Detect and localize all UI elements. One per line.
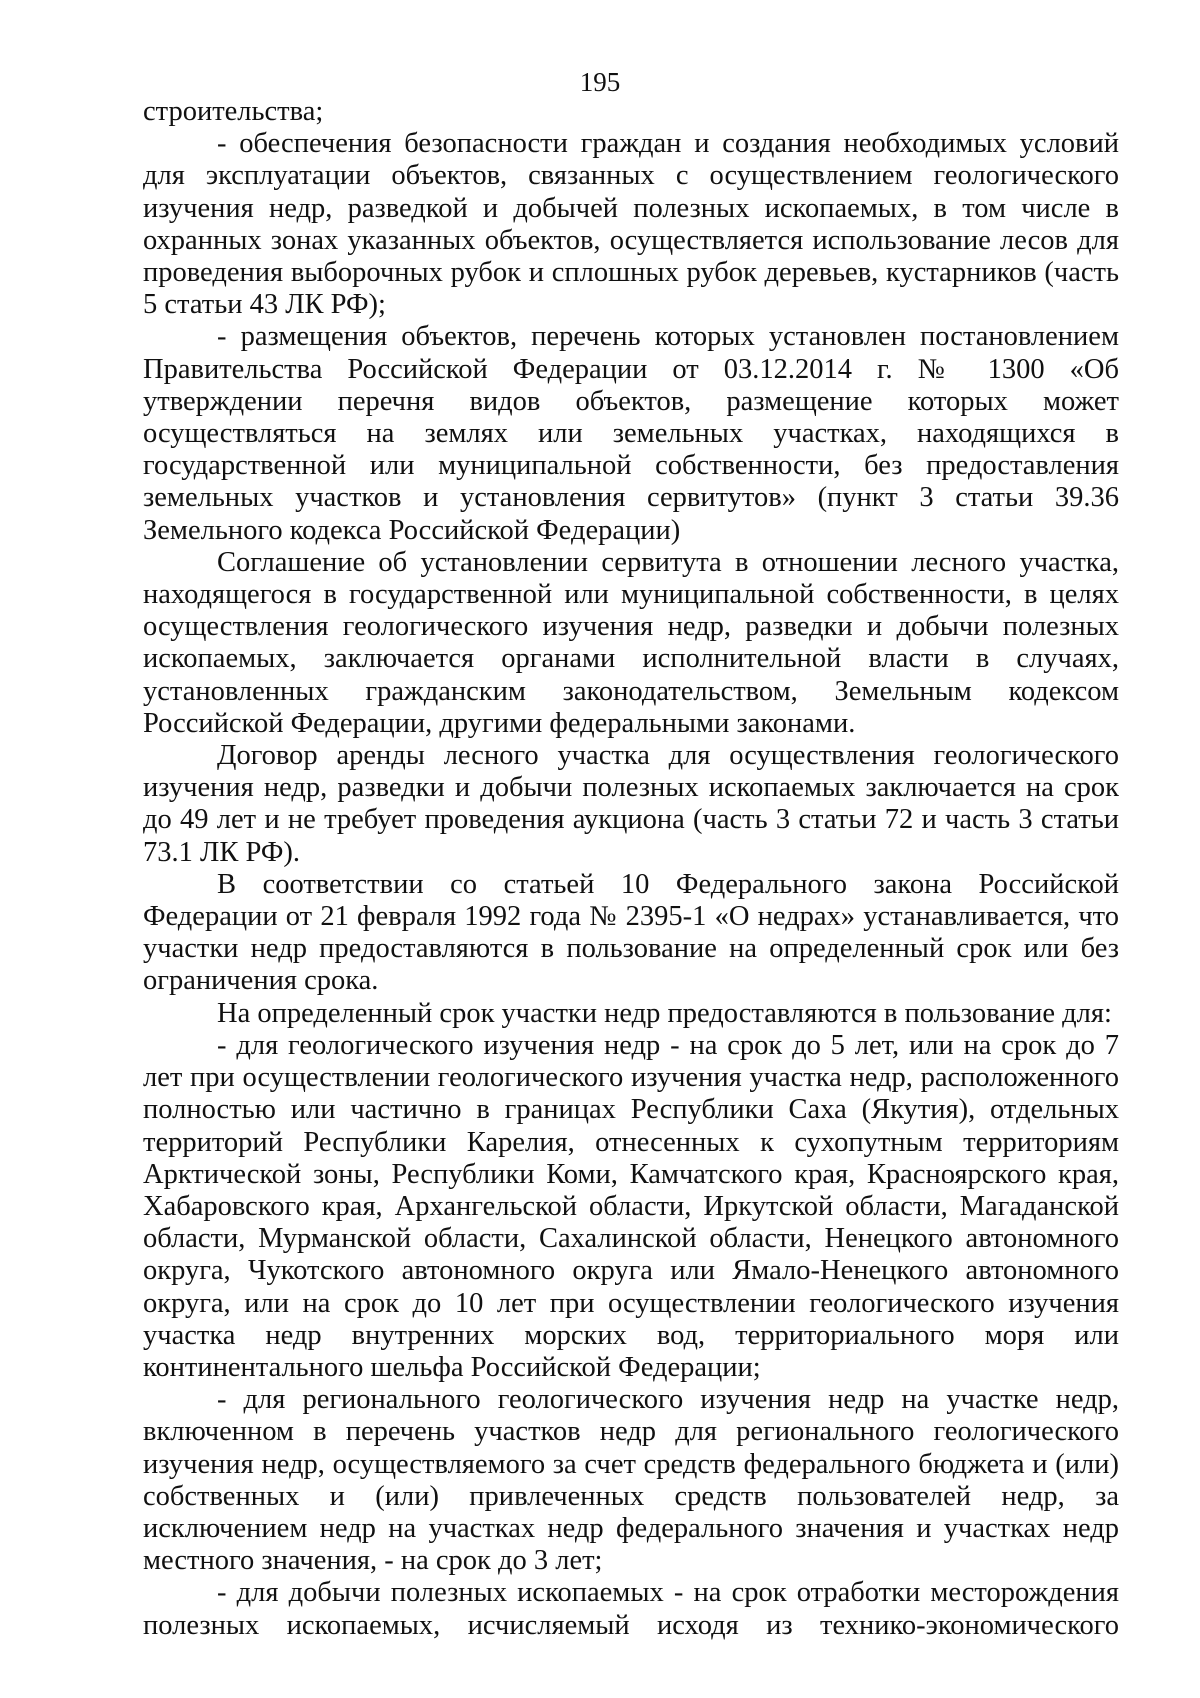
paragraph-list-item-regional-study: - для регионального геологического изучения недр на участке недр, включенном в перечень участков недр для регионального геологического изучения недр, осуществляемого за счет средств федерального бюджета и (или) собственных и (или) привлеченных средств пользователей недр, за исключением недр на участках недр федерального значения и участках недр местного значения, - на срок до 3 лет; (143, 1384, 1119, 1577)
paragraph-servitude-agreement: Соглашение об установлении сервитута в отношении лесного участка, находящегося в государственной или муниципальной собственности, в целях осуществления геологического изучения недр, разведки и добычи полезных ископаемых, заключается органами исполнительной власти в случаях, установленных гражданским законодательством, Земельным кодексом Российской Федерации, другими федеральными законами. (143, 546, 1119, 739)
paragraph-lease-agreement: Договор аренды лесного участка для осуществления геологического изучения недр, разведки и добычи полезных ископаемых заключается на срок до 49 лет и не требует проведения аукциона (часть 3 статьи 72 и часть 3 статьи 73.1 ЛК РФ). (143, 740, 1119, 868)
paragraph-subsoil-law: В соответствии со статьей 10 Федерального закона Российской Федерации от 21 февраля 1992 года № 2395-1 «О недрах» устанавливается, что участки недр предоставляются в пользование на определенный срок или без ограничения срока. (143, 868, 1119, 997)
page-number: 195 (579, 67, 621, 97)
paragraph-list-item-placement: - размещения объектов, перечень которых установлен постановлением Правительства Российской Федерации от 03.12.2014 г. № 1300 «Об утверждении перечня видов объектов, размещение которых может осуществляться на землях или земельных участках, находящихся в государственной или муниципальной собственности, без предоставления земельных участков и установления сервитутов» (пункт 3 статьи 39.36 Земельного кодекса Российской Федерации) (143, 321, 1119, 546)
paragraph-fixed-term-intro: На определенный срок участки недр предоставляются в пользование для: (217, 997, 1112, 1029)
document-body (143, 96, 1119, 1642)
paragraph-list-item-geological-study: - для геологического изучения недр - на срок до 5 лет, или на срок до 7 лет при осуществлении геологического изучения участка недр, расположенного полностью или частично в границах Республики Саха (Якутия), отдельных территорий Республики Карелия, отнесенных к сухопутным территориям Арктической зоны, Республики Коми, Камчатского края, Красноярского края, Хабаровского края, Архангельской области, Иркутской области, Магаданской области, Мурманской области, Сахалинской области, Ненецкого автономного округа, Чукотского автономного округа или Ямало-Ненецкого автономного округа, или на срок до 10 лет при осуществлении геологического изучения участка недр внутренних морских вод, территориального моря или континентального шельфа Российской Федерации; (143, 1029, 1119, 1383)
paragraph-continuation: строительства; (143, 96, 324, 127)
paragraph-list-item-safety: - обеспечения безопасности граждан и создания необходимых условий для эксплуатации объектов, связанных с осуществлением геологического изучения недр, разведкой и добычей полезных ископаемых, в том числе в охранных зонах указанных объектов, осуществляется использование лесов для проведения выборочных рубок и сплошных рубок деревьев, кустарников (часть 5 статьи 43 ЛК РФ); (143, 128, 1119, 321)
paragraph-list-item-extraction: - для добычи полезных ископаемых - на срок отработки месторождения полезных ископаемых, исчисляемый исходя из технико-экономического (143, 1577, 1119, 1641)
